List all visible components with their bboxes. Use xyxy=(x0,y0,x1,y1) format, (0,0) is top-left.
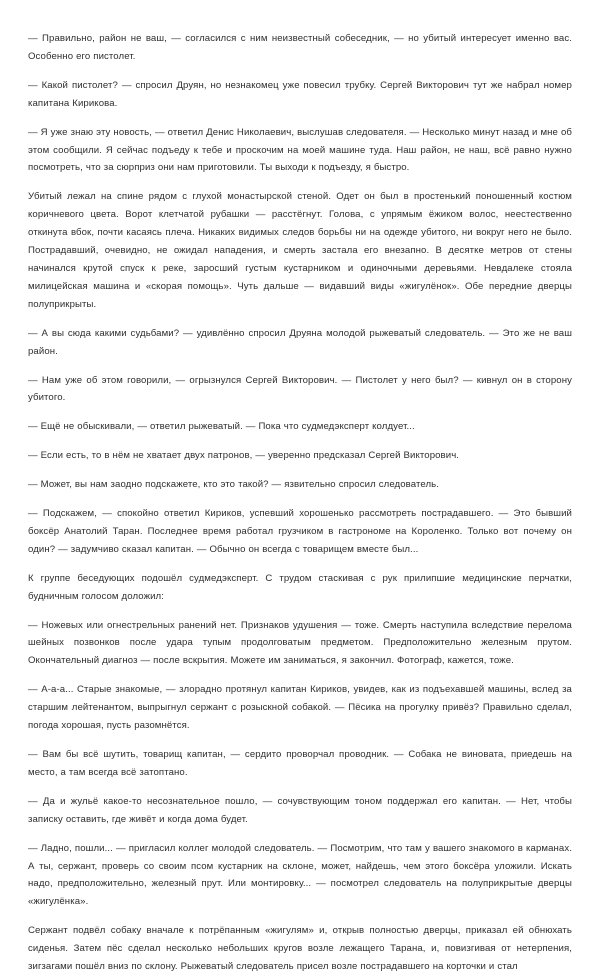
paragraph: — Ещё не обыскивали, — ответил рыжеватый. — Пока что судмедэксперт колдует... xyxy=(28,421,415,433)
paragraph: — Вам бы всё шутить, товарищ капитан, — сердито проворчал проводник. — Собака не виновата, приедешь на место, а там всегда всё затоптано. xyxy=(28,749,572,778)
paragraph: — Если есть, то в нём не хватает двух патронов, — уверенно предсказал Сергей Викторович. xyxy=(28,450,460,462)
document-text-body xyxy=(28,30,572,976)
paragraph: — Может, вы нам заодно подскажете, кто это такой? — язвительно спросил следователь. xyxy=(28,479,440,491)
paragraph: — Ладно, пошли... — пригласил коллег молодой следователь. — Посмотрим, что там у вашего знакомого в карманах. А ты, сержант, проверь со своим псом кустарник на склоне, может, найдешь, чем этого боксёра уложили. Искать надо, предположительно, железный прут. Или монтировку... — посмотрел следователь на полуприкрытые дверцы «жигулёнка». xyxy=(28,842,572,908)
paragraph: — Подскажем, — спокойно ответил Кириков, успевший хорошенько рассмотреть пострадавшего. — Это бывший боксёр Анатолий Таран. Последнее время работал грузчиком в гастрономе на Короленко. Только вот почему он один? — задумчиво сказал капитан. — Обычно он всегда с товарищем вместе был... xyxy=(28,508,572,555)
paragraph: — Нам уже об этом говорили, — огрызнулся Сергей Викторович. — Пистолет у него был? — кивнул он в сторону убитого. xyxy=(28,374,572,404)
paragraph: — Какой пистолет? — спросил Друян, но незнакомец уже повесил трубку. Сергей Викторович тут же набрал номер капитана Кирикова. xyxy=(28,79,572,109)
paragraph: — Да и жульё какое-то несознательное пошло, — сочувствующим тоном поддержал его капитан. — Нет, чтобы записку оставить, где живёт и когда дома будет. xyxy=(28,795,572,825)
paragraph: — А вы сюда какими судьбами? — удивлённо спросил Друяна молодой рыжеватый следователь. — Это же не ваш район. xyxy=(28,327,572,357)
paragraph: Сержант подвёл собаку вначале к потрёпанным «жигулям» и, открыв полностью дверцы, приказал ей обнюхать сиденья. Затем пёс сделал несколько небольших кругов возле лежащего Тарана, и, повизгивая от нетерпения, зигзагами пошёл вниз по склону. Рыжеватый следователь присел возле пострадавшего на корточки и стал xyxy=(28,925,572,973)
paragraph: К группе беседующих подошёл судмедэксперт. С трудом стаскивая с рук прилипшие медицинские перчатки, будничным голосом доложил: xyxy=(28,572,572,602)
paragraph: — А-а-а... Старые знакомые, — злорадно протянул капитан Кириков, увидев, как из подъехавшей машины, вслед за старшим лейтенантом, выпрыгнул сержант с розыскной собакой. — Пёсика на прогулку привёз? Правильно сделал, погода хорошая, пусть разомнётся. xyxy=(28,684,572,732)
paragraph: — Ножевых или огнестрельных ранений нет. Признаков удушения — тоже. Смерть наступила вследствие перелома шейных позвонков после удара тупым продолговатым предметом. Предположительно железным прутом. Окончательный диагноз — после вскрытия. Можете им заниматься, я закончил. Фотограф, кажется, тоже. xyxy=(28,619,572,667)
paragraph: Убитый лежал на спине рядом с глухой монастырской стеной. Одет он был в простенький поношенный костюм коричневого цвета. Ворот клетчатой рубашки — расстёгнут. Голова, с упрямым ёжиком волос, неестественно откинута вбок, почти касаясь плеча. Никаких видимых следов борьбы ни на одежде убитого, ни вокруг него не было. Пострадавший, очевидно, не ожидал нападения, и смерть застала его внезапно. В десятке метров от стены начинался крутой спуск к реке, заросший густым кустарником и одиночными деревьями. Невдалеке стояла милицейская машина и «скорая помощь». Чуть дальше — видавший виды «жигулёнок». Обе передние дверцы полуприкрыты. xyxy=(28,191,572,310)
paragraph: — Правильно, район не ваш, — согласился с ним неизвестный собеседник, — но убитый интересует именно вас. Особенно его пистолет. xyxy=(28,33,572,62)
paragraph: — Я уже знаю эту новость, — ответил Денис Николаевич, выслушав следователя. — Несколько минут назад и мне об этом сообщили. Я сейчас подъеду к тебе и проскочим на моей машине туда. Наш район, не наш, всё равно нужно посмотреть, что за сюрприз они нам приготовили. Ты выходи к подъезду, я быстро. xyxy=(28,126,572,174)
